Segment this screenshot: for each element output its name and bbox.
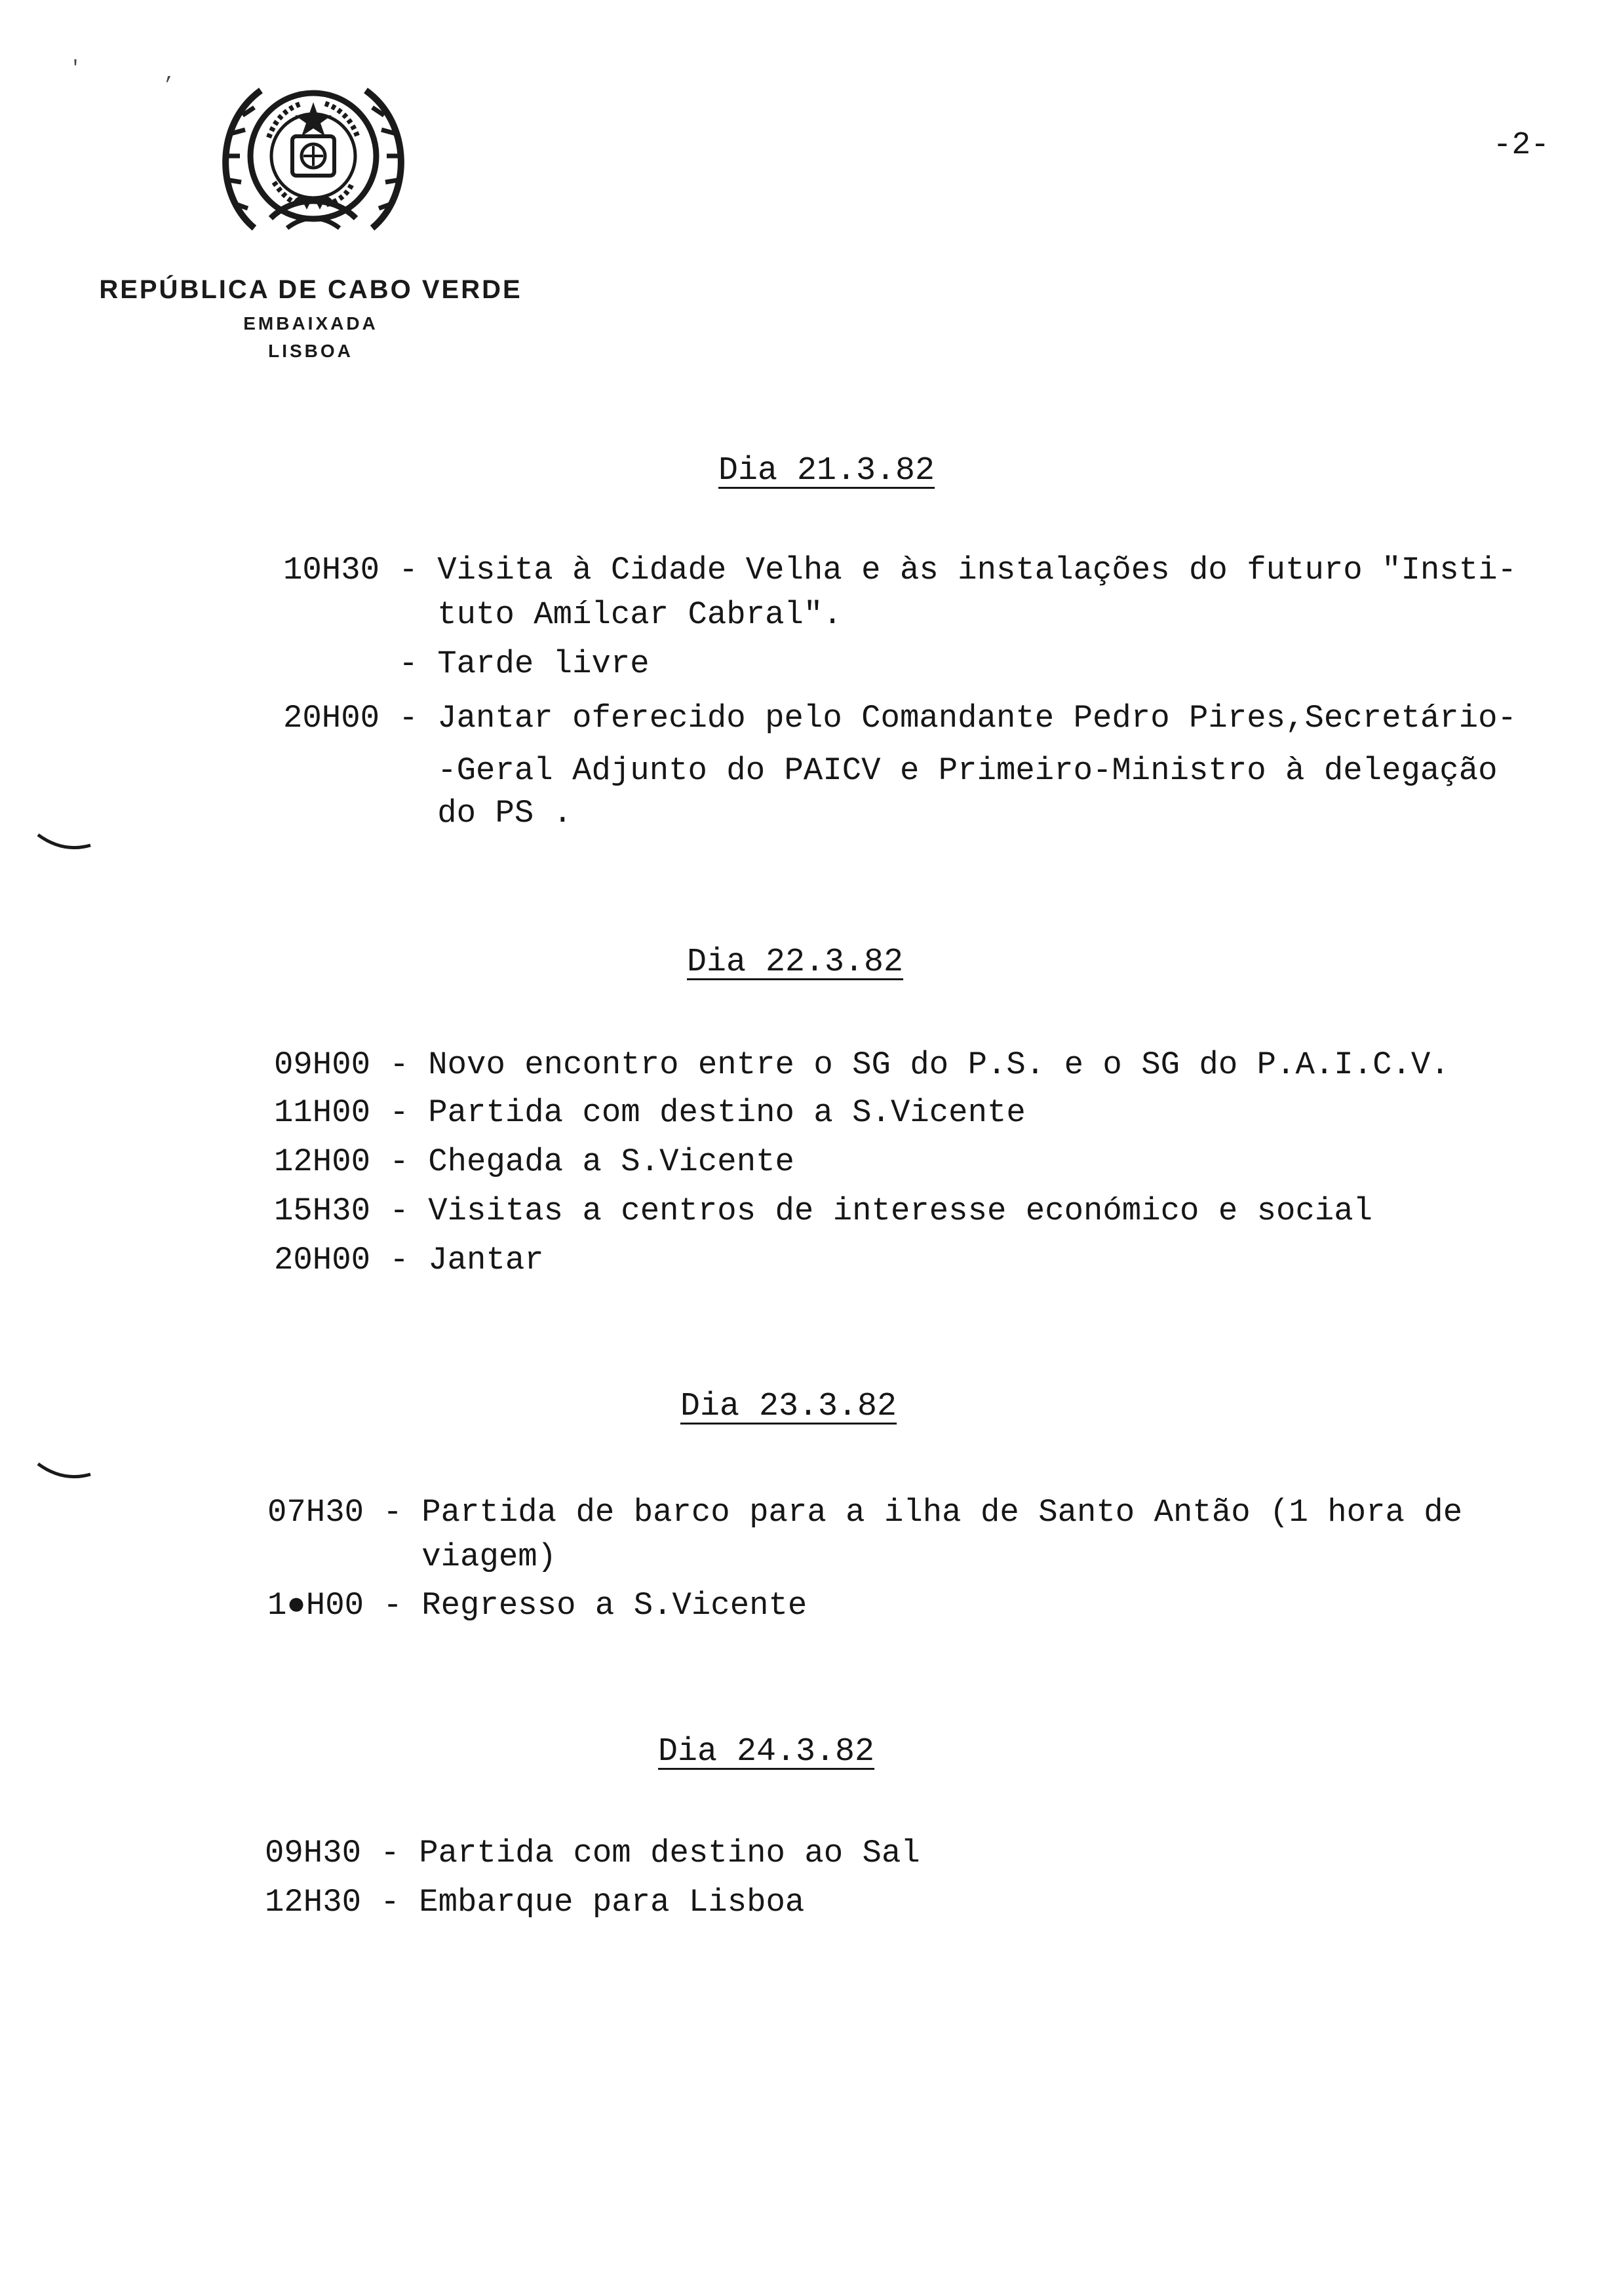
- stray-mark: ,: [164, 63, 176, 85]
- schedule-line: viagem): [267, 1539, 557, 1575]
- coat-of-arms-emblem: [208, 64, 418, 254]
- schedule-line: 15H30 - Visitas a centros de interesse económico e social: [274, 1193, 1373, 1229]
- schedule-line: 07H30 - Partida de barco para a ilha de Santo Antão (1 hora de: [267, 1494, 1463, 1531]
- schedule-line: 12H00 - Chegada a S.Vicente: [274, 1143, 794, 1180]
- schedule-line: 11H00 - Partida com destino a S.Vicente: [274, 1094, 1026, 1131]
- letterhead-city: LISBOA: [268, 341, 353, 361]
- day-heading: Dia 23.3.82: [680, 1388, 897, 1425]
- schedule-line: do PS .: [283, 795, 573, 832]
- schedule-line: -Geral Adjunto do PAICV e Primeiro-Ministro à delegação: [283, 752, 1498, 789]
- stray-mark: ': [69, 58, 82, 80]
- day-heading: Dia 22.3.82: [687, 944, 904, 981]
- schedule-line: - Tarde livre: [283, 645, 650, 682]
- letterhead-country: REPÚBLICA DE CABO VERDE: [99, 275, 522, 304]
- schedule-line: 09H00 - Novo encontro entre o SG do P.S. e o SG do P.A.I.C.V.: [274, 1046, 1450, 1083]
- margin-mark: [37, 1460, 96, 1486]
- page-number: -2-: [1492, 128, 1549, 163]
- schedule-line: 20H00 - Jantar oferecido pelo Comandante Pedro Pires,Secretário-: [283, 700, 1517, 737]
- schedule-line: 20H00 - Jantar: [274, 1242, 544, 1278]
- schedule-line: tuto Amílcar Cabral".: [283, 596, 842, 633]
- day-heading: Dia 24.3.82: [658, 1733, 875, 1770]
- margin-mark: [37, 831, 96, 857]
- schedule-line: 12H30 - Embarque para Lisboa: [265, 1884, 805, 1921]
- schedule-line: 1●H00 - Regresso a S.Vicente: [267, 1587, 808, 1624]
- schedule-line: 10H30 - Visita à Cidade Velha e às instalações do futuro "Insti-: [283, 552, 1517, 588]
- day-heading: Dia 21.3.82: [718, 452, 935, 489]
- letterhead-embassy: EMBAIXADA: [243, 313, 378, 334]
- schedule-line: 09H30 - Partida com destino ao Sal: [265, 1835, 920, 1871]
